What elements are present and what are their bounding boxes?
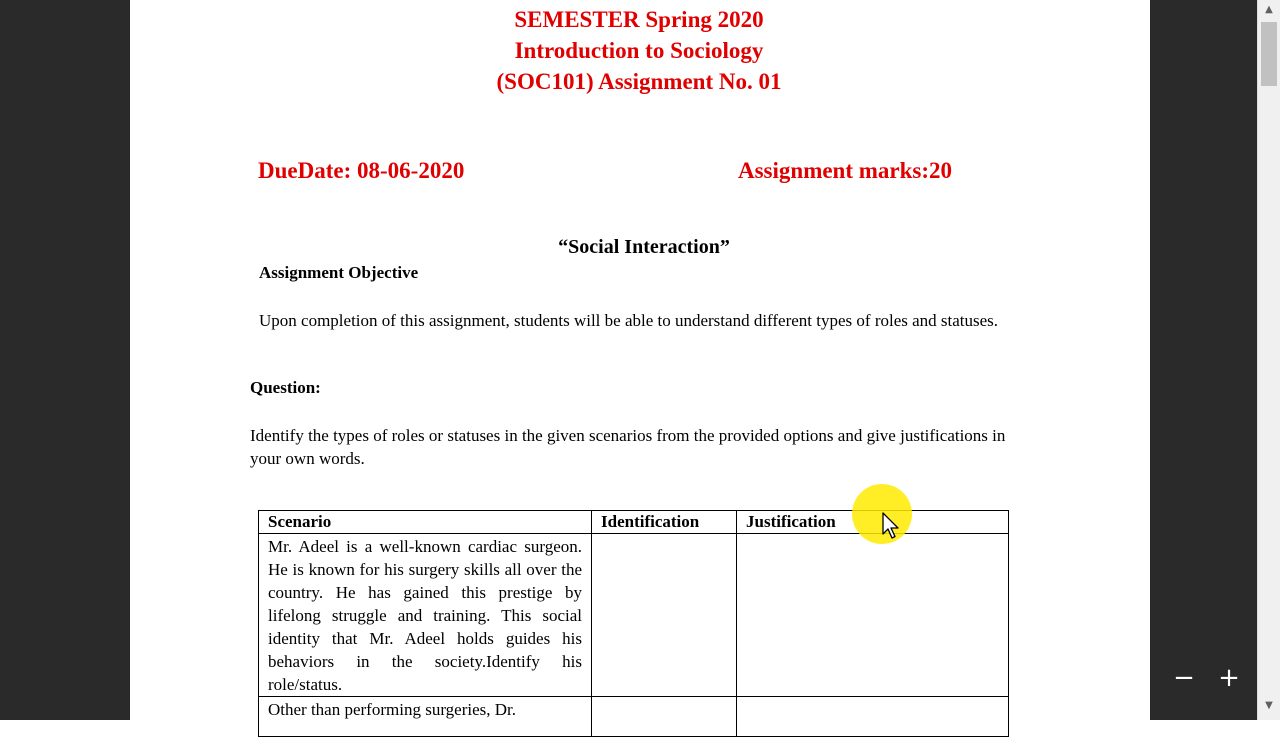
left-dark-margin [0, 0, 130, 720]
mouse-pointer-icon [882, 512, 900, 540]
zoom-in-button[interactable]: + [1218, 663, 1240, 693]
justification-cell [737, 697, 1009, 737]
assignment-marks: Assignment marks:20 [738, 158, 953, 183]
scenario-table [258, 510, 1009, 737]
topic-heading: “Social Interaction” [558, 236, 730, 258]
table-row [259, 697, 1009, 737]
identification-cell [592, 534, 737, 697]
document-title [130, 4, 1148, 97]
table-row [259, 534, 1009, 697]
identification-cell [592, 697, 737, 737]
header-scenario: Scenario [259, 511, 592, 534]
question-heading: Question: [250, 378, 321, 397]
title-line-assignment: (SOC101) Assignment No. 01 [496, 69, 782, 94]
scenario-text: Mr. Adeel is a well-known cardiac surgeon. He is known for his surgery skills all over the country. He has gained this prestige by lifelong struggle and training. This social identity that Mr. Adeel holds guides his behaviors in the society.Identify his role/status. [268, 537, 582, 694]
objective-text: Upon completion of this assignment, students will be able to understand different types of roles and statuses. [259, 311, 999, 330]
justification-cell [737, 534, 1009, 697]
header-justification: Justification [737, 511, 1009, 534]
title-line-semester: SEMESTER Spring 2020 [514, 7, 764, 32]
zoom-out-button[interactable]: − [1173, 663, 1195, 693]
title-line-course: Introduction to Sociology [514, 38, 764, 63]
scenario-cell [259, 697, 592, 737]
scroll-thumb[interactable] [1261, 22, 1277, 86]
scenario-text: Other than performing surgeries, Dr. [268, 700, 517, 719]
right-dark-margin [1150, 0, 1257, 720]
due-date: DueDate: 08-06-2020 [258, 158, 465, 183]
scroll-up-arrow-icon[interactable]: ▲ [1265, 4, 1273, 15]
scroll-down-arrow-icon[interactable]: ▼ [1265, 700, 1273, 711]
header-identification: Identification [592, 511, 737, 534]
document-page [130, 0, 1150, 720]
scenario-cell [259, 534, 592, 697]
objective-heading: Assignment Objective [259, 263, 419, 282]
question-text: Identify the types of roles or statuses in the given scenarios from the provided options and give justifications in your own words. [250, 426, 1006, 468]
vertical-scrollbar[interactable] [1257, 0, 1280, 720]
